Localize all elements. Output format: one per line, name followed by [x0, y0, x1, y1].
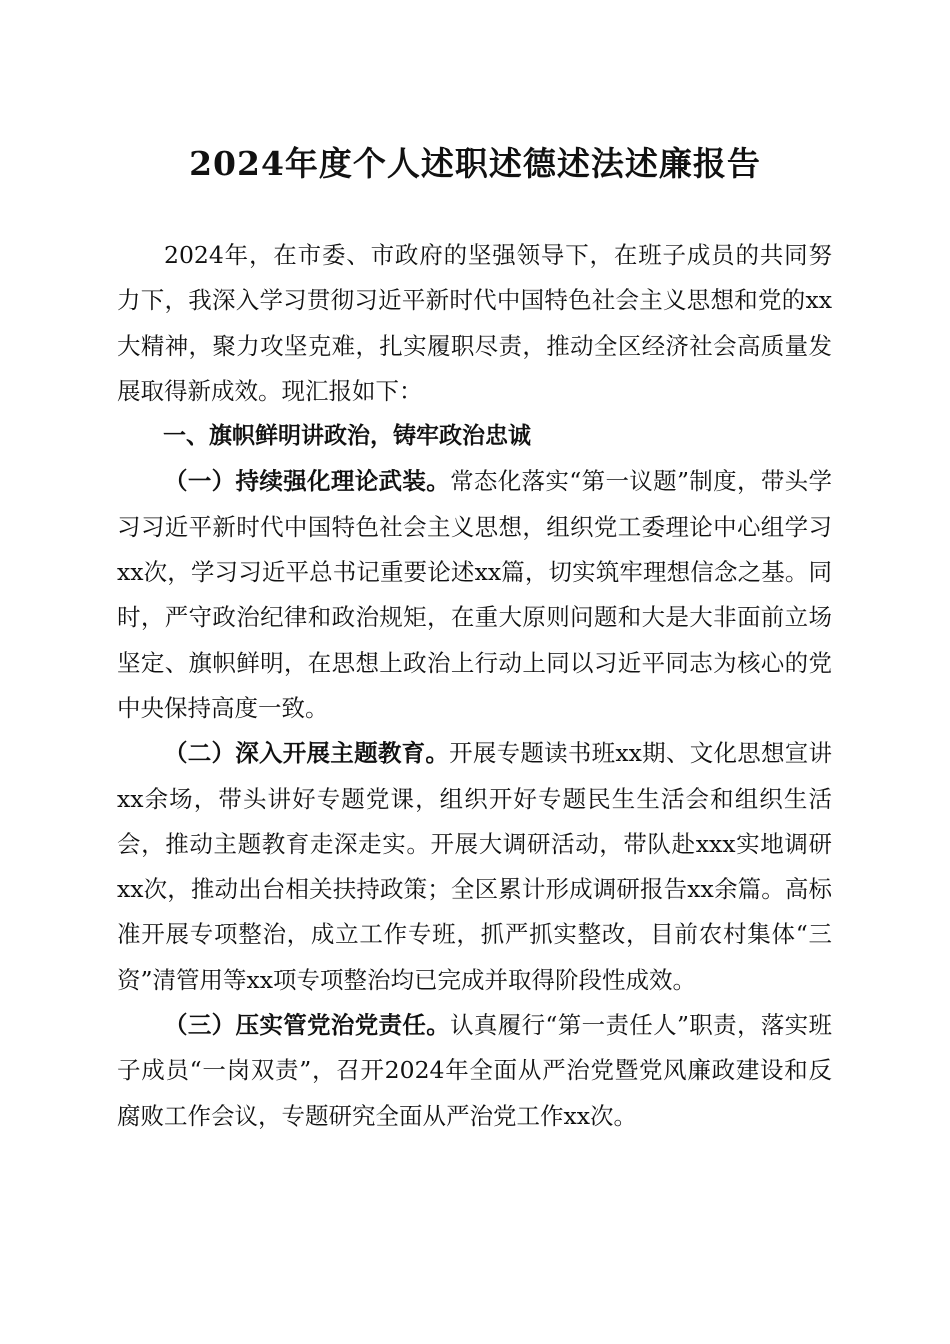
section-item-lead: （一）持续强化理论武装。 [164, 467, 451, 496]
intro-paragraph: 2024年，在市委、市政府的坚强领导下，在班子成员的共同努力下，我深入学习贯彻习近平新时代中国特色社会主义思想和党的xx大精神，聚力攻坚克难，扎实履职尽责，推动全区经济社会高质量发展取得新成效。现汇报如下： [117, 241, 832, 405]
section-item-lead: （二）深入开展主题教育。 [164, 739, 450, 768]
section-item-text: 认真履行“第一责任人”职责，落实班子成员“一岗双责”，召开2024年全面从严治党暨党风廉政建设和反腐败工作会议，专题研究全面从严治党工作xx次。 [117, 1011, 833, 1130]
section-item-lead: （三）压实管党治党责任。 [164, 1011, 451, 1040]
section-item-2 [117, 731, 832, 1003]
section-item-text: 开展专题读书班xx期、文化思想宣讲xx余场，带头讲好专题党课，组织开好专题民生生活会和组织生活会，推动主题教育走深走实。开展大调研活动，带队赴xxx实地调研xx次，推动出台相关扶持政策；全区累计形成调研报告xx余篇。高标准开展专项整治，成立工作专班，抓严抓实整改，目前农村集体“三资”清管用等xx项专项整治均已完成并取得阶段性成效。 [117, 739, 832, 994]
section-item-1 [117, 459, 832, 731]
section-item-text: 常态化落实“第一议题”制度，带头学习习近平新时代中国特色社会主义思想，组织党工委理论中心组学习xx次，学习习近平总书记重要论述xx篇，切实筑牢理想信念之基。同时，严守政治纪律和政治规矩，在重大原则问题和大是大非面前立场坚定、旗帜鲜明，在思想上政治上行动上同以习近平同志为核心的党中央保持高度一致。 [117, 467, 833, 722]
document-body [117, 233, 832, 1139]
section-heading: 一、旗帜鲜明讲政治，铸牢政治忠诚 [163, 423, 531, 450]
page-title: 2024年度个人述职述德述法述廉报告 [189, 144, 761, 183]
section-item-3 [117, 1003, 832, 1139]
